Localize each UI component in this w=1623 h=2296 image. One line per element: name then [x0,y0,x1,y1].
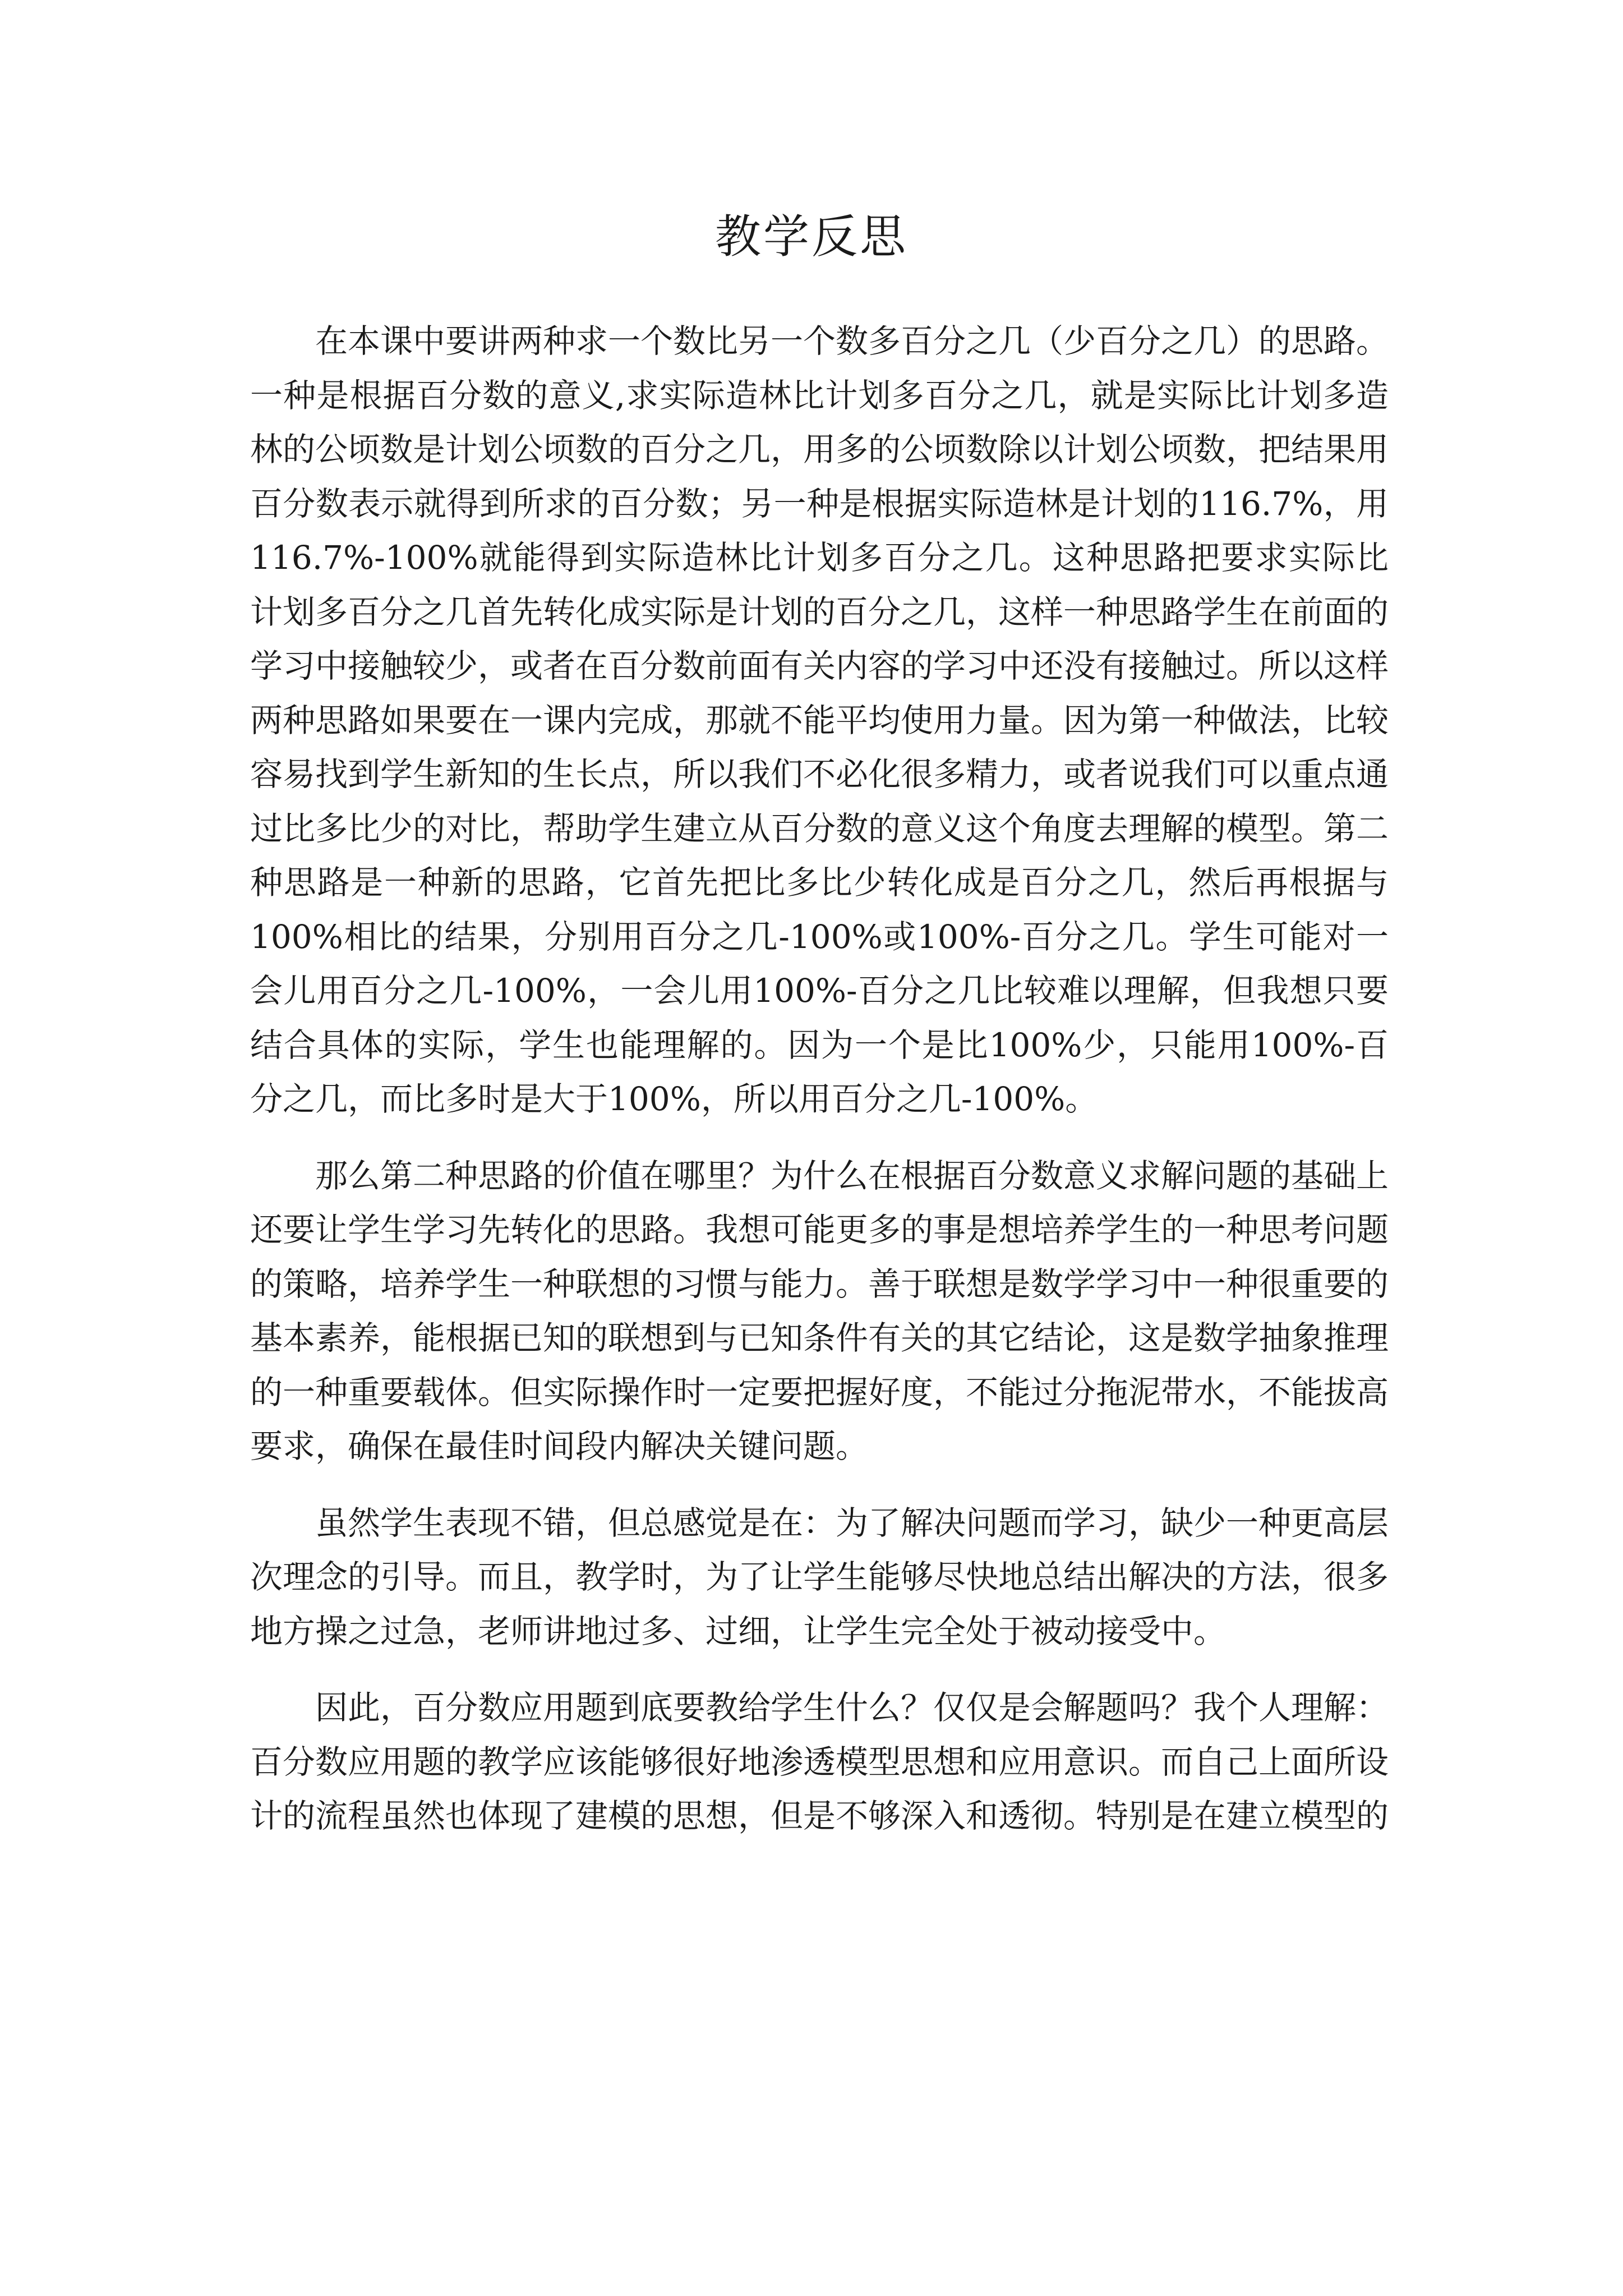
paragraph-4: 因此，百分数应用题到底要教给学生什么？仅仅是会解题吗？我个人理解：百分数应用题的教学应该能够很好地渗透模型思想和应用意识。而自己上面所设计的流程虽然也体现了建模的思想，但是不够深入和透彻。特别是在建立模型的 [250,1688,1389,1835]
document-title: 教学反思 [714,210,908,264]
paragraph-1: 在本课中要讲两种求一个数比另一个数多百分之几（少百分之几）的思路。一种是根据百分数的意义,求实际造林比计划多百分之几，就是实际比计划多造林的公顷数是计划公顷数的百分之几，用多的公顷数除以计划公顷数，把结果用百分数表示就得到所求的百分数；另一种是根据实际造林是计划的116.7%，用116.7%-100%就能得到实际造林比计划多百分之几。这种思路把要求实际比计划多百分之几首先转化成实际是计划的百分之几，这样一种思路学生在前面的学习中接触较少，或者在百分数前面有关内容的学习中还没有接触过。所以这样两种思路如果要在一课内完成，那就不能平均使用力量。因为第一种做法，比较容易找到学生新知的生长点，所以我们不必化很多精力，或者说我们可以重点通过比多比少的对比，帮助学生建立从百分数的意义这个角度去理解的模型。第二种思路是一种新的思路，它首先把比多比少转化成是百分之几，然后再根据与100%相比的结果，分别用百分之几-100%或100%-百分之几。学生可能对一会儿用百分之几-100%，一会儿用100%-百分之几比较难以理解，但我想只要结合具体的实际，学生也能理解的。因为一个是比100%少，只能用100%-百分之几，而比多时是大于100%，所以用百分之几-100%。 [250,322,1389,1118]
paragraph-2: 那么第二种思路的价值在哪里？为什么在根据百分数意义求解问题的基础上还要让学生学习先转化的思路。我想可能更多的事是想培养学生的一种思考问题的策略，培养学生一种联想的习惯与能力。善于联想是数学学习中一种很重要的基本素养，能根据已知的联想到与已知条件有关的其它结论，这是数学抽象推理的一种重要载体。但实际操作时一定要把握好度，不能过分拖泥带水，不能拔高要求，确保在最佳时间段内解决关键问题。 [250,1156,1389,1465]
document-body [250,314,1389,1866]
paragraph-3: 虽然学生表现不错，但总感觉是在：为了解决问题而学习，缺少一种更高层次理念的引导。而且，教学时，为了让学生能够尽快地总结出解决的方法，很多地方操之过急，老师讲地过多、过细，让学生完全处于被动接受中。 [250,1503,1389,1650]
